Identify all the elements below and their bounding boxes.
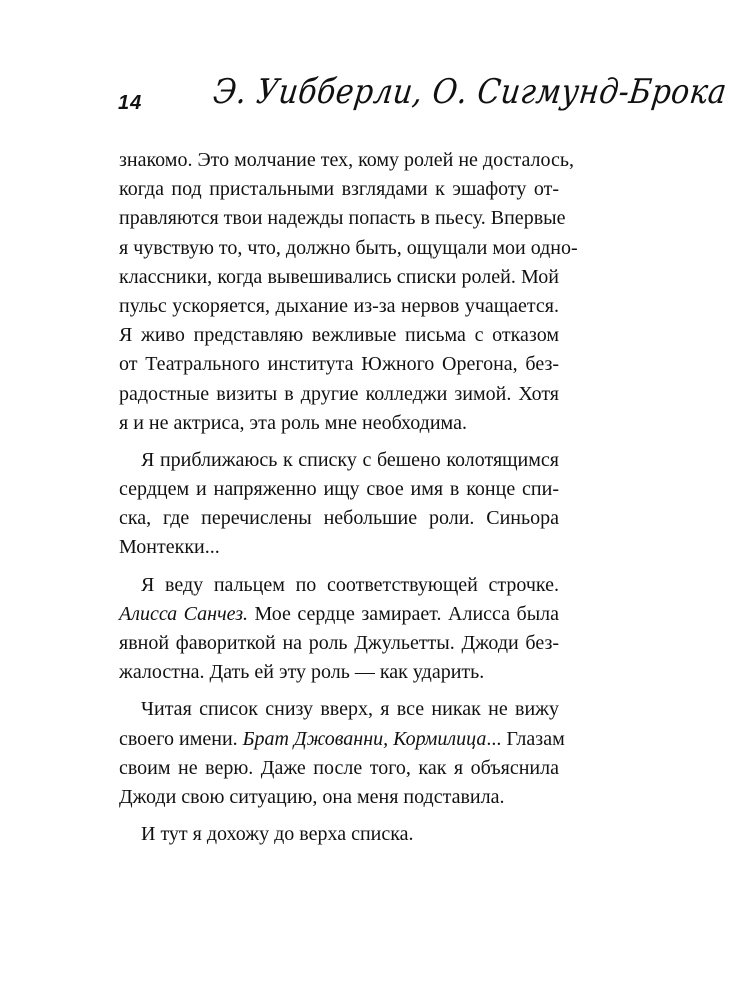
running-title-authors: Э. Уибберли, О. Сигмунд-Брока: [211, 72, 729, 112]
text-line: радостные визиты в другие колледжи зимой. Хотя: [119, 382, 559, 405]
paragraph-gap: [119, 438, 559, 446]
paragraph-gap: [119, 687, 559, 695]
body-text: [119, 146, 578, 849]
text-line: я и не актриса, эта роль мне необходима.: [119, 411, 467, 434]
paragraph-gap: [119, 563, 559, 571]
paragraph-gap: [119, 812, 559, 820]
text-line: от Театрального института Южного Орегона, без-: [119, 353, 559, 376]
page-number: 14: [118, 92, 143, 114]
text-line: Я живо представляю вежливые письма с отказом: [119, 324, 559, 347]
text-line: явной фавориткой на роль Джульетты. Джоди без-: [119, 632, 559, 654]
text-line: своим не верю. Даже после того, как я объяснила: [119, 756, 559, 779]
text-line: Читая список снизу вверх, я все никак не вижу: [141, 698, 559, 721]
text-line: жалостна. Дать ей эту роль — как ударить.: [119, 661, 485, 684]
text-line: знакомо. Это молчание тех, кому ролей не досталось,: [119, 149, 574, 171]
paragraph: [119, 820, 559, 849]
text-line: Я приближаюсь к списку с бешено колотящимся: [141, 448, 559, 471]
text-line: сердцем и напряженно ищу свое имя в конце спи-: [119, 478, 559, 501]
text-line: Монтекки...: [119, 536, 220, 559]
italic-role-names: Брат Джованни, Кормилица: [242, 727, 487, 750]
text-line-mixed: [119, 725, 565, 754]
paragraph: [119, 571, 559, 688]
page-header: [118, 66, 729, 126]
text-run: своего имени.: [119, 727, 243, 750]
paragraph: [119, 146, 578, 438]
paragraph: [119, 446, 559, 563]
text-line: Джоди свою ситуацию, она меня подставила.: [119, 785, 505, 808]
text-line: я чувствую то, что, должно быть, ощущали мои одно-: [119, 236, 578, 259]
text-line: ска, где перечислены небольшие роли. Синьора: [119, 507, 559, 530]
text-line: И тут я дохожу до верха списка.: [141, 823, 414, 846]
text-line: Я веду пальцем по соответствующей строчке.: [141, 573, 559, 596]
text-line: когда под пристальными взглядами к эшафоту от-: [119, 178, 559, 201]
text-line-mixed: [119, 600, 559, 629]
text-line: правляются твои надежды попасть в пьесу. Впервые: [119, 207, 566, 230]
text-run: ... Глазам: [486, 727, 565, 750]
text-run: Мое сердце замирает. Алисса была: [248, 602, 560, 625]
text-line: классники, когда вывешивались списки ролей. Мой: [119, 265, 559, 288]
paragraph: [119, 695, 565, 812]
text-line: пульс ускоряется, дыхание из-за нервов учащается.: [119, 294, 559, 317]
italic-name-alissa: Алисса Санчез.: [119, 602, 249, 625]
